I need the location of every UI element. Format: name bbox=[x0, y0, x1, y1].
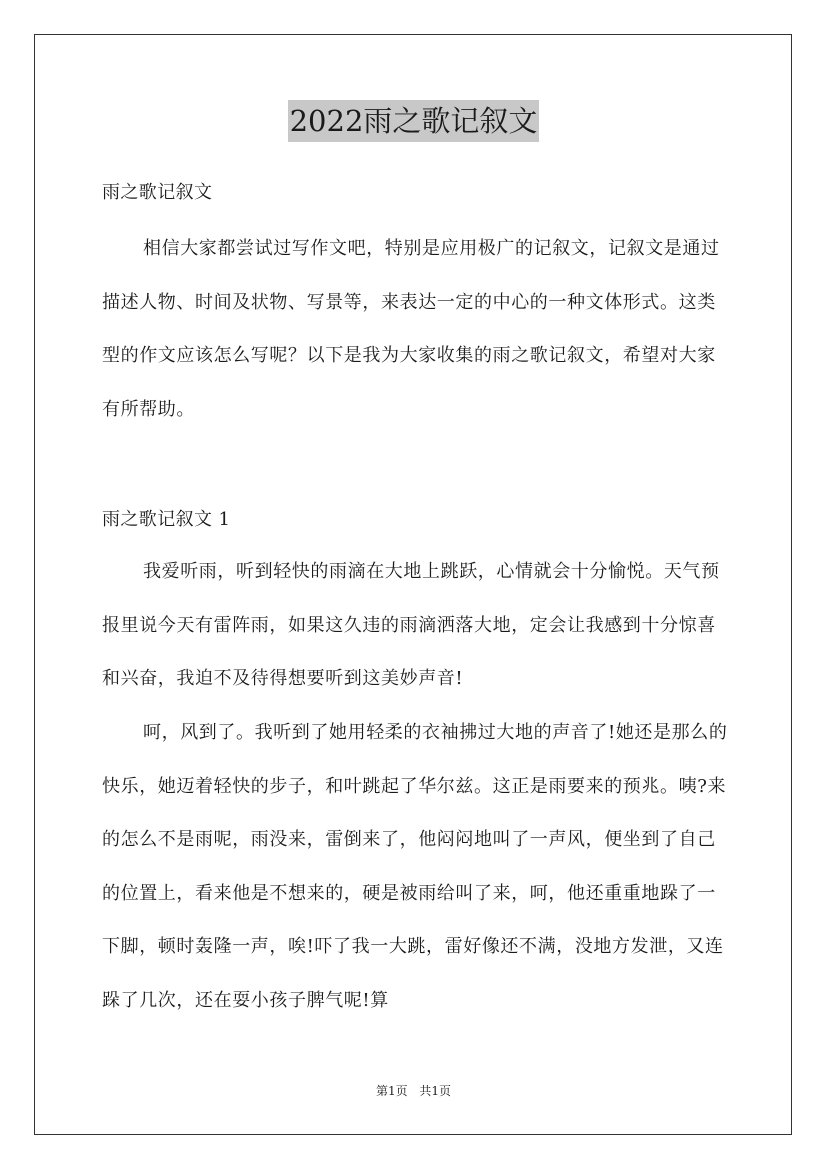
document-title: 2022雨之歌记叙文 bbox=[288, 100, 540, 142]
section-1-heading: 雨之歌记叙文 1 bbox=[102, 509, 231, 530]
document-subtitle: 雨之歌记叙文 bbox=[102, 182, 213, 203]
section-1-paragraph-2: 呵，风到了。我听到了她用轻柔的衣袖拂过大地的声音了!她还是那么的快乐，她迈着轻快的步子，和叶跳起了华尔兹。这正是雨要来的预兆。咦?来的怎么不是雨呢，雨没来，雷倒来了，他闷闷地叫了一声风，便坐到了自己的位置上，看来他是不想来的，硬是被雨给叫了来，呵，他还重重地跺了一下脚，顿时轰隆一声，唉!吓了我一大跳，雷好像还不满，没地方发泄，又连跺了几次，还在耍小孩子脾气呢!算 bbox=[102, 722, 728, 1011]
page-number: 第1页 bbox=[375, 1084, 408, 1098]
intro-paragraph: 相信大家都尝试过写作文吧，特别是应用极广的记叙文，记叙文是通过描述人物、时间及状物、写景等，来表达一定的中心的一种文体形式。这类型的作文应该怎么写呢？以下是我为大家收集的雨之歌记叙文，希望对大家有所帮助。 bbox=[102, 238, 720, 420]
page-total: 共1页 bbox=[419, 1084, 452, 1098]
section-1-paragraph-1: 我爱听雨，听到轻快的雨滴在大地上跳跃，心情就会十分愉悦。天气预报里说今天有雷阵雨，如果这久违的雨滴洒落大地，定会让我感到十分惊喜和兴奋，我迫不及待得想要听到这美妙声音! bbox=[102, 561, 720, 689]
page-footer bbox=[0, 1082, 827, 1100]
title-container bbox=[0, 100, 827, 142]
